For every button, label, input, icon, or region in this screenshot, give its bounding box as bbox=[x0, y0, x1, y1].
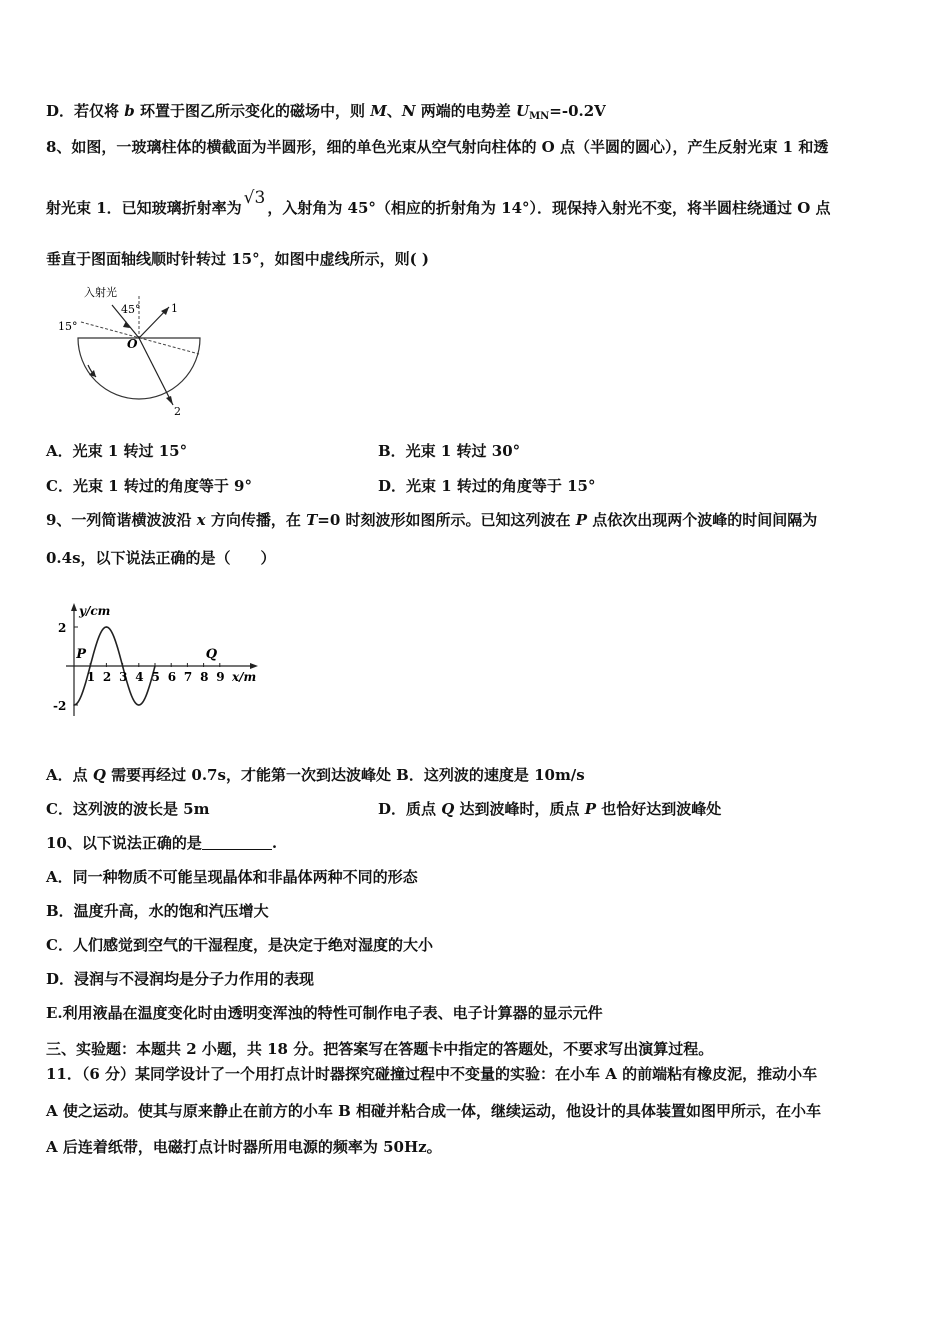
incident-label: 入射光 bbox=[84, 286, 117, 299]
sqrt-three: √3 bbox=[243, 188, 266, 208]
q10-option-a: A．同一种物质不可能呈现晶体和非晶体两种不同的形态 bbox=[46, 868, 418, 886]
x-axis-label: x/m bbox=[232, 670, 257, 684]
x-axis-arrow bbox=[250, 663, 258, 669]
q9-line-1: 9、一列简谐横波波沿 x 方向传播，在 T=0 时刻波形如图所示。已知这列波在 P 点依次出现两个波峰的时间间隔为 bbox=[46, 511, 818, 529]
x-tick-label: 1 bbox=[86, 670, 96, 684]
q11-line-1: 11．（6 分）某同学设计了一个用打点计时器探究碰撞过程中不变量的实验：在小车 A 的前端粘有橡皮泥，推动小车 bbox=[46, 1065, 818, 1083]
x-tick-label: 4 bbox=[135, 670, 144, 684]
point-label-q: Q bbox=[205, 647, 218, 662]
wave-point bbox=[138, 704, 140, 706]
point-label-p: P bbox=[76, 647, 86, 662]
q8-option-d: D．光束 1 转过的角度等于 15° bbox=[378, 477, 596, 495]
beam-1-label: 1 bbox=[171, 302, 178, 315]
x-tick-label: 7 bbox=[183, 670, 193, 684]
x-tick-label: 5 bbox=[151, 670, 160, 684]
wave-chart bbox=[48, 598, 268, 723]
q9-option-c: C．这列波的波长是 5m bbox=[46, 800, 210, 818]
q8-line-2-b: ，入射角为 45°（相应的折射角为 14°）．现保持入射光不变，将半圆柱绕通过 O 点 bbox=[267, 199, 831, 217]
q9-options-ab: A．点 Q 需要再经过 0.7s，才能第一次到达波峰处 B．这列波的速度是 10m/s bbox=[46, 766, 585, 784]
x-tick-label: 3 bbox=[119, 670, 128, 684]
center-o-label: O bbox=[127, 337, 138, 351]
x-tick-label: 9 bbox=[216, 670, 225, 684]
q8-option-b: B．光束 1 转过 30° bbox=[378, 442, 521, 460]
q8-line-2 bbox=[46, 188, 831, 218]
q8-line-1: 8、如图，一玻璃柱体的横截面为半圆形，细的单色光束从空气射向柱体的 O 点（半圆的圆心），产生反射光束 1 和透 bbox=[46, 138, 829, 156]
beam-2 bbox=[139, 338, 173, 405]
q8-line-3: 垂直于图面轴线顺时针转过 15°，如图中虚线所示，则( ) bbox=[46, 250, 430, 268]
beam-2-arrow bbox=[166, 396, 173, 405]
q8-option-a: A．光束 1 转过 15° bbox=[46, 442, 188, 460]
q8-option-c: C．光束 1 转过的角度等于 9° bbox=[46, 477, 252, 495]
x-tick-label: 8 bbox=[200, 670, 209, 684]
wave-point bbox=[106, 626, 108, 628]
x-tick-label: 6 bbox=[167, 670, 177, 684]
q8-line-2-a: 射光束 1．已知玻璃折射率为 bbox=[46, 199, 242, 217]
section-3-title: 三、实验题：本题共 2 小题，共 18 分。把答案写在答题卡中指定的答题处，不要求写出演算过程。 bbox=[46, 1040, 714, 1058]
q10-stem-text: 10、以下说法正确的是 bbox=[46, 834, 202, 852]
q10-option-d: D．浸润与不浸润均是分子力作用的表现 bbox=[46, 970, 315, 988]
q9-line-2: 0.4s，以下说法正确的是（ ） bbox=[46, 549, 276, 567]
q11-line-3: A 后连着纸带，电磁打点计时器所用电源的频率为 50Hz。 bbox=[46, 1138, 442, 1156]
answer-blank bbox=[202, 835, 272, 850]
incident-arrow bbox=[123, 321, 130, 328]
x-tick-label: 2 bbox=[102, 670, 112, 684]
q10-option-e: E.利用液晶在温度变化时由透明变浑浊的特性可制作电子表、电子计算器的显示元件 bbox=[46, 1004, 603, 1022]
q10-option-c: C．人们感觉到空气的干湿程度，是决定于绝对湿度的大小 bbox=[46, 936, 433, 954]
rotation-arrowhead bbox=[89, 370, 96, 377]
y-tick-label: 2 bbox=[58, 621, 67, 635]
semicircle-outline bbox=[78, 338, 200, 399]
q9-option-d: D．质点 Q 达到波峰时，质点 P 也恰好达到波峰处 bbox=[378, 800, 722, 818]
y-tick-label: -2 bbox=[53, 699, 67, 713]
y-axis-arrow bbox=[71, 603, 77, 611]
rotation-angle-label: 15° bbox=[58, 320, 78, 333]
y-axis-label: y/cm bbox=[79, 604, 111, 618]
q7-option-d: D．若仅将 b 环置于图乙所示变化的磁场中，则 M、N 两端的电势差 $U_{MN}=-0.2V$ bbox=[46, 102, 606, 122]
beam-2-label: 2 bbox=[174, 405, 181, 418]
q10-stem-end: . bbox=[271, 834, 278, 852]
angle-label: 45° bbox=[121, 303, 141, 316]
q11-line-2: A 使之运动。使其与原来静止在前方的小车 B 相碰并粘合成一体，继续运动，他设计的具体装置如图甲所示，在小车 bbox=[46, 1102, 821, 1120]
q8-figure bbox=[50, 282, 220, 422]
q10-stem bbox=[46, 833, 277, 853]
q10-option-b: B．温度升高，水的饱和汽压增大 bbox=[46, 902, 269, 920]
